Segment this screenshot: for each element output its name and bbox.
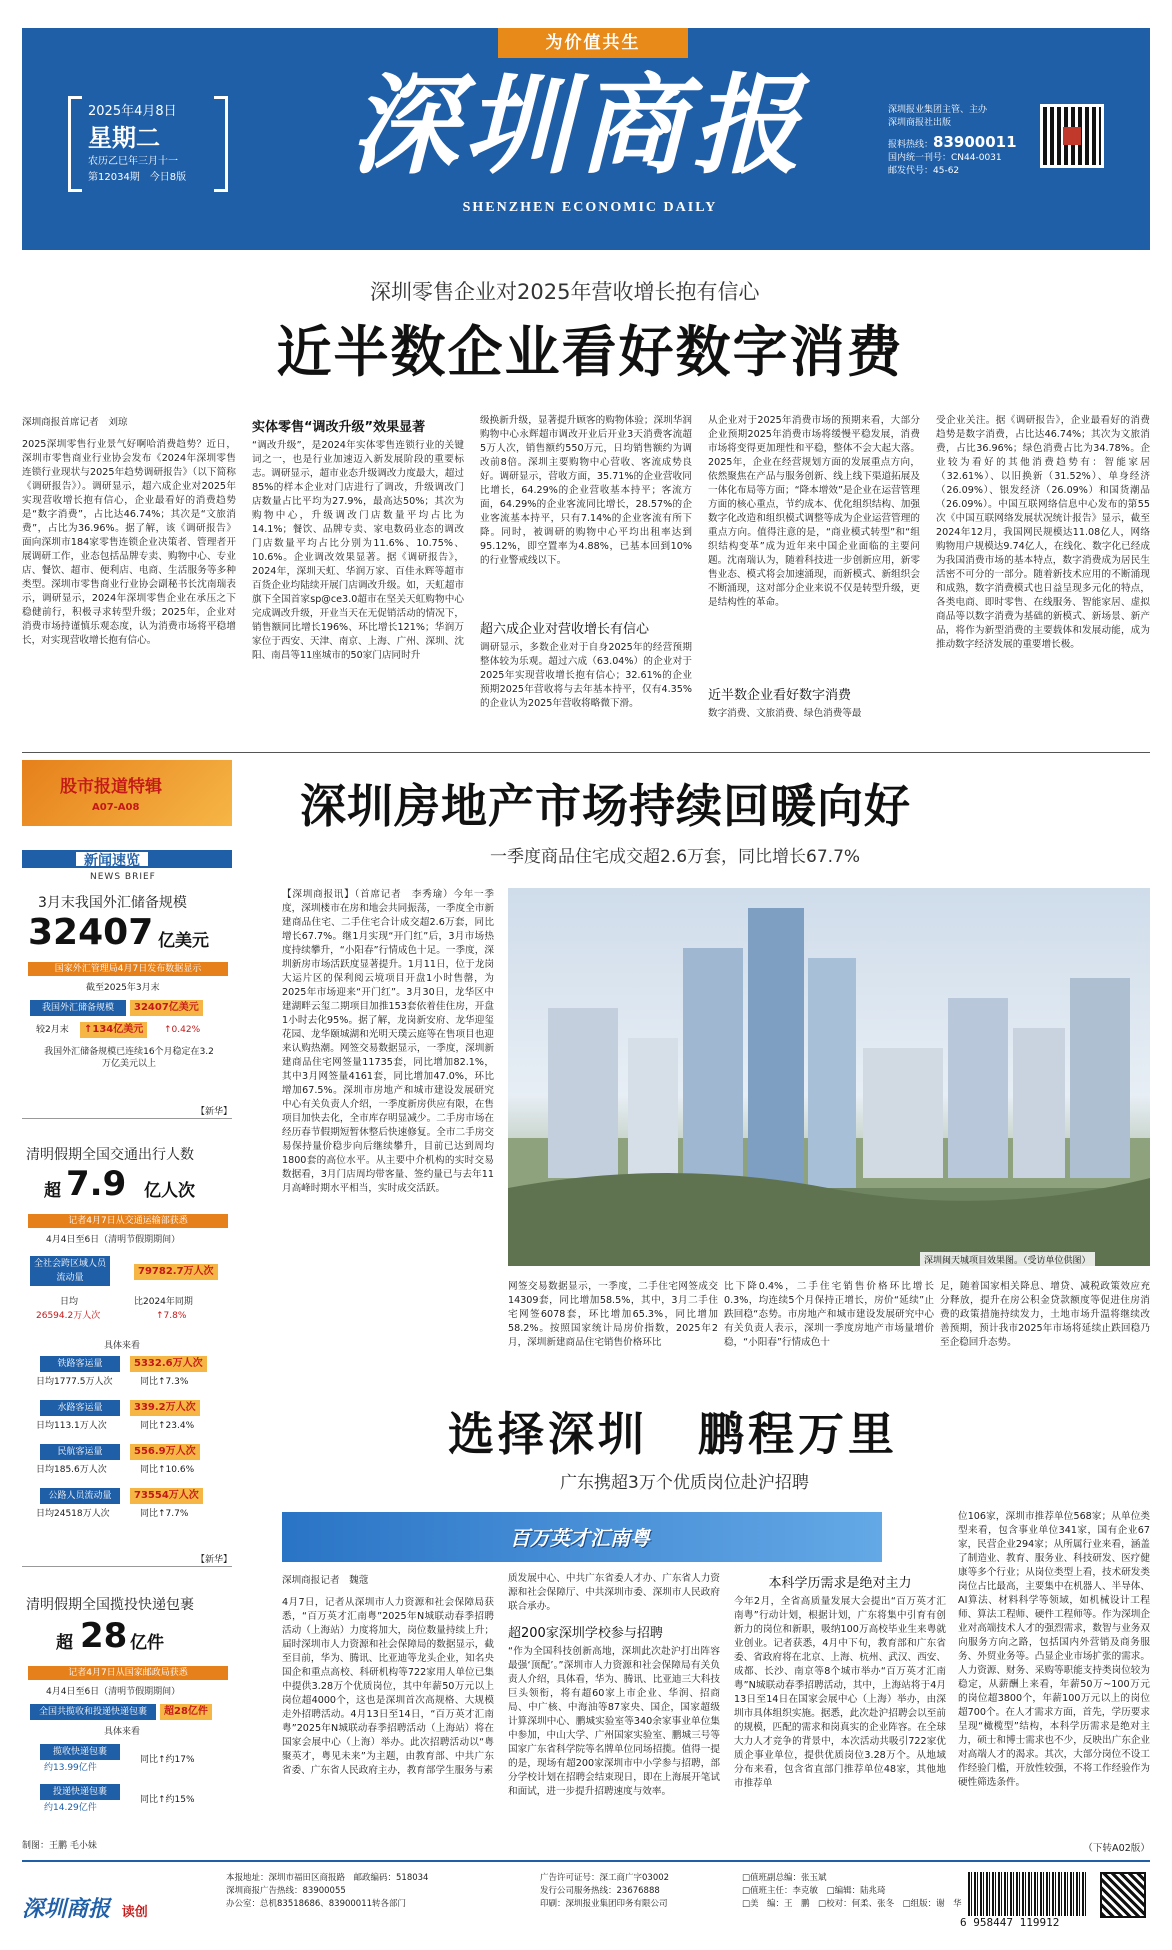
fx-unit: 亿美元 xyxy=(158,931,209,951)
traffic-row-label: 水路客运量 xyxy=(40,1400,120,1416)
lead-headline[interactable]: 近半数企业看好数字消费 xyxy=(276,320,904,384)
traffic-row-yoy: 同比↑7.3% xyxy=(140,1377,189,1387)
footer-logo-tag: 读创 xyxy=(121,1905,148,1920)
story2-text-4: 足，随着国家相关降息、增贷、减税政策效应充分释放，提升在房公积金贷款额度等促进住房消费的政策措施持续发力，土地市场升温将继续改善预期，预计我市2025年市场将延续止跌回稳乃至企稳回升态势。 xyxy=(940,1281,1150,1348)
promo-title: 股市报道特辑 xyxy=(60,777,162,797)
story2-headline[interactable]: 深圳房地产市场持续回暖向好 xyxy=(300,779,911,833)
footer-distribution: 发行公司服务热线：23676888 xyxy=(540,1886,660,1896)
cn-code: 国内统一刊号：CN44-0031 xyxy=(888,153,1002,163)
lead-subhead-1: 实体零售“调改升级”效果显著 xyxy=(252,420,426,435)
traffic-daily-label: 日均 xyxy=(60,1297,79,1307)
bracket-left xyxy=(68,96,82,192)
story2-col-4 xyxy=(940,1280,1150,1380)
traffic-row-daily: 日均185.6万人次 xyxy=(36,1465,107,1475)
footer-office: 办公室：总机83518686、83900011转各部门 xyxy=(226,1899,407,1909)
fx-title: 3月末我国外汇储备规模 xyxy=(38,895,187,911)
barcode-number: 6 958447 119912 xyxy=(960,1916,1060,1929)
story2-text-2: 网签交易数据显示，一季度，二手住宅网签成交14309套，同比增加58.5%，其中，3月二手住宅网签6078套，环比增加65.3%，同比增加58.2%。按照国家统计局房价指数，2025年2月，深圳新建商品住宅销售价格环比 xyxy=(508,1281,718,1348)
lead-kicker: 深圳零售企业对2025年营收增长抱有信心 xyxy=(370,280,760,304)
story3-headline[interactable]: 选择深圳 鹏程万里 xyxy=(448,1407,898,1461)
lead-text-3b: 调研显示，多数企业对于自身2025年的经营预期整体较为乐观。超过六成（63.04%）的企业对于2025年实现营收增长抱有信心；32.61%的企业预期2025年营收将与去年基本持平，仅有4.35%的企业认为2025年营收将略微下滑。 xyxy=(480,642,692,709)
fx-asof: 截至2025年3月末 xyxy=(86,983,160,993)
traffic-title: 清明假期全国交通出行人数 xyxy=(26,1147,194,1163)
publisher-line-2: 深圳商报社出版 xyxy=(888,118,952,128)
story3-col-2 xyxy=(508,1572,720,1858)
parcel-breakdown-title: 具体来看 xyxy=(104,1727,141,1737)
building-photo xyxy=(508,888,1150,1266)
fx-row2-pct: ↑0.42% xyxy=(164,1025,201,1035)
sidebar-divider-2 xyxy=(22,1566,232,1567)
lead-col-1 xyxy=(22,414,236,744)
weekday: 星期二 xyxy=(88,124,160,152)
lead-col-5 xyxy=(936,414,1150,744)
story2-text-3: 比下降0.4%，二手住宅销售价格环比增长0.3%，均连续5个月保持正增长，房价“延续”止跌回稳“态势。市房地产和城市建设发展研究中心有关负责人表示，深圳一季度房地产市场量增价稳，“小阳春”行情成色十 xyxy=(724,1281,934,1348)
lead-text-4: 从企业对于2025年消费市场的预期来看，大部分企业预期2025年消费市场将缓慢平稳发展，消费市场将变得更加理性和平稳，整体不会大起大落。2025年，企业在经营规划方面的发展重点方向，依然聚焦在产品与服务创新、线上线下渠道拓展及一体化布局等方面；“降本增效”是企业在运营管理方面的核心重点，节约成本、优化组织结构、加强数字化改造和组织模式调整等成为企业运营管理的重点方向。值得注意的是，“商业模式转型”和“组织结构变革”成为近年来中国企业面临的主要问题。沈南瑞认为，随着科技进一步创新应用，新零售业态、模式将会加速涌现，而新模式、新组织会不断涌现，这对部分企业来说不仅是转型升级，更是结构性的革命。 xyxy=(708,415,920,608)
footer-rule xyxy=(22,1860,1150,1862)
skyline-illustration xyxy=(508,888,1150,1266)
footer-logo xyxy=(22,1892,218,1928)
traffic-value: 7.9 xyxy=(66,1164,127,1204)
story3-col-3 xyxy=(734,1572,946,1858)
date-box xyxy=(68,96,228,192)
story2-text-1: 【深圳商报讯】（首席记者 李秀瑜）今年一季度，深圳楼市在房和地会共同振荡，一季度全市新建商品住宅、二手住宅合计成交超2.6万套，同比增长67.7%。继1月实现“开门红”后，3月市场热度持续攀升，“小阳春”行情成色十足。一季度，深圳新房市场活跃度显著提升。1月11日，位于龙岗大运片区的保利阅云境项目开盘1小时售罄，为2025年市场迎来“开门红”。3月30日，龙华区中建湖畔云玺二期项目加推153套依着佳住房，开盘1小时去化95%。据了解，龙岗新安府、龙华迎玺花园、龙华颐城湖和光明天璞云庭等在售项目也迎来认购热潮。网签交易数据显示，一季度，深圳新建商品住宅网签量11735套，同比增加82.1%，其中3月网签量4161套，同比增加47.0%，环比增加67.5%。深圳市房地产和城市建设发展研究中心有关负责人介绍，一季度新房供应有限，在售项目加快去化，全市库存明显减少。二手房市场在经历春节假期短暂休整后快速修复。全市二手房交易保持量价稳步向后继续攀升，目前已达到周均1800套的高位水平。从主要中介机构的实时交易数据看，3月门店周均带客量、签约量已与去年11月高峰时期水平相当，实时成交活跃。 xyxy=(282,889,494,1194)
footer-ad-hotline: 深圳商报广告热线：83900055 xyxy=(226,1886,346,1896)
story3-subhead: 广东携超3万个优质岗位赴沪招聘 xyxy=(560,1473,809,1493)
traffic-row-value: 73554万人次 xyxy=(130,1488,203,1504)
traffic-yoy-value: ↑7.8% xyxy=(156,1311,187,1321)
story2-col-1 xyxy=(282,888,494,1264)
parcel-row-label: 揽收快递包裹 xyxy=(40,1744,120,1760)
parcel-row-yoy: 同比↑约15% xyxy=(140,1795,195,1805)
traffic-row-daily: 日均1777.5万人次 xyxy=(36,1377,113,1387)
footer-contact xyxy=(226,1872,446,1911)
parcel-row-value: 约13.99亿件 xyxy=(44,1763,97,1773)
traffic-row-value: 339.2万人次 xyxy=(130,1400,200,1416)
sidebar-divider-1 xyxy=(22,1118,232,1119)
traffic-row-label: 铁路客运量 xyxy=(40,1356,120,1372)
parcel-row-yoy: 同比↑约17% xyxy=(140,1755,195,1765)
lead-col-2 xyxy=(252,414,464,744)
footer-printer: 印刷：深圳报业集团印务有限公司 xyxy=(540,1899,668,1909)
story3-col-4 xyxy=(958,1510,1150,1858)
fx-row2-label: 较2月末 xyxy=(36,1025,69,1035)
traffic-prefix: 超 xyxy=(44,1181,61,1201)
story3-banner xyxy=(282,1512,882,1562)
publisher-info xyxy=(888,104,1038,178)
traffic-total-value: 79782.7万人次 xyxy=(134,1264,218,1280)
lunar-date: 农历乙巳年三月十一 xyxy=(88,156,178,167)
hotline-row xyxy=(888,133,1038,152)
story3-continued[interactable]: （下转A02版） xyxy=(1083,1843,1150,1854)
story3-byline: 深圳商报记者 魏蔻 xyxy=(282,1575,369,1586)
story3-subhead-1: 超200家深圳学校参与招聘 xyxy=(508,1626,663,1641)
parcel-row-value: 约14.29亿件 xyxy=(44,1803,97,1813)
story2-subhead: 一季度商品住宅成交超2.6万套，同比增长67.7% xyxy=(490,847,861,867)
traffic-yoy-label: 比2024年同期 xyxy=(134,1297,193,1307)
fx-note: 我国外汇储备规模已连续16个月稳定在3.2万亿美元以上 xyxy=(44,1047,214,1069)
fx-source: 国家外汇管理局4月7日发布数据显示 xyxy=(28,962,228,976)
parcel-total-value: 超28亿件 xyxy=(160,1704,212,1720)
issue-number: 第12034期 今日8版 xyxy=(88,172,187,183)
issue-date: 2025年4月8日 xyxy=(88,104,177,119)
qr-code-icon[interactable] xyxy=(1040,104,1104,168)
newspaper-title-en: SHENZHEN ECONOMIC DAILY xyxy=(462,200,718,215)
footer-publishing xyxy=(540,1872,740,1911)
newspaper-title: 深圳商报 xyxy=(350,63,807,189)
footer-editors xyxy=(742,1872,962,1911)
fx-credit: 【新华】 xyxy=(196,1107,233,1117)
footer-address: 本报地址：深圳市福田区商报路 邮政编码：518034 xyxy=(226,1873,429,1883)
lead-col-4 xyxy=(708,414,920,744)
traffic-row-label: 民航客运量 xyxy=(40,1444,120,1460)
story3-text-3: 今年2月，全省高质量发展大会提出“百万英才汇南粤”行动计划，根据计划，广东将集中引育有创新力的岗位和新职，吸纳100万高校毕业生来粤就业创业。记者获悉，4月中下旬，教育部和广东省委、省政府将在北京、上海、杭州、武汉、西安、成都、长沙、南京等8个城市举办“百万英才汇南粤”N城联动春季招聘活动，其中，上海站将于4月13日至14日在国家会展中心（上海）举办，由深圳市具体组织实施。据悉，此次赴沪招聘会以至前的规模，匹配的需求和岗真实的企业阵容。在全球大力人才竞争的背景中，本次活动共吸引722家优质企事业单位，提供优质岗位3.28万个。从地域分布来看，包含省直部门推荐单位48家，其他地市推荐单 xyxy=(734,1596,946,1789)
promo-pages: A07-A08 xyxy=(92,802,140,813)
footer-editor-3: □美 编：王 鹏 □校对：何柔、张冬 □组版：谢 华 xyxy=(742,1899,962,1909)
footer-editor-1: □值班副总编：张玉斌 xyxy=(742,1873,827,1883)
traffic-row-daily: 日均24518万人次 xyxy=(36,1509,110,1519)
parcel-unit: 亿件 xyxy=(130,1633,164,1653)
parcel-title: 清明假期全国揽投快递包裹 xyxy=(26,1597,194,1613)
bracket-right xyxy=(214,96,228,192)
traffic-row-yoy: 同比↑23.4% xyxy=(140,1421,195,1431)
footer-logo-text: 深圳商报 xyxy=(22,1896,111,1922)
fx-row1-label: 我国外汇储备规模 xyxy=(30,1000,126,1016)
graphic-credit: 制图：王鹏 毛小妹 xyxy=(22,1841,97,1851)
news-brief-title: 新闻速览 xyxy=(74,850,150,868)
parcel-value: 28 xyxy=(80,1616,128,1656)
story3-text-1: 4月7日，记者从深圳市人力资源和社会保障局获悉，“百万英才汇南粤”2025年N城联动春季招聘活动（上海站）力度将加大，岗位数量持续上升；届时深圳市人力资源和社会保障局的数据显示，截至目前，华为、腾讯、比亚迪等龙头企业，知名央国企和重点高校、科研机构等722家用人单位已集中提供3.28万个优质岗位，其中年薪50万元以上岗位超4000个，这也是深圳首次高规格、大规模走外招聘活动。4月13日至14日，“百万英才汇南粤”2025年N城联动春季招聘活动（上海站）将在国家会展中心（上海）举办。此次招聘活动以“粤聚英才，粤见未来”为主题，由教育部、中共广东省委、广东省人民政府主办，教育部学生服务与素 xyxy=(282,1597,494,1776)
story3-text-4: 位106家，深圳市推荐单位568家；从单位类型来看，包含事业单位341家，国有企业67家，民营企业294家；从所属行业来看，涵盖了制造业、教育、服务业、科技研发、医疗健康等多个行业；从岗位类型上看，技术研发类岗位占比最高，主要集中在机器人、半导体、AI算法、材料科学等领域，如机械设计工程师、算法工程师、硬件工程师等。作为深圳企业对高端技术人才的强烈需求，数智与业务双向服务方向之路，包括国内外营销及商务服务、外贸业务等。凸显企业市场扩张的需求。人力资源、财务、采购等职能支持类岗位较为稳定，从薪酬上来看，年薪50万~100万元的岗位超3800个，年薪100万元以上的岗位超700个。在人才需求方面，首先，学历要求呈现“橄榄型”结构，本科学历需求是绝对主力，硕士和博士需求也不少，反映出广东企业对高端人才的渴求。其次，大部分岗位不设工作经验门槛，开放性较强，不将工作经验作为硬性筛选条件。 xyxy=(958,1511,1150,1788)
parcel-range: 4月4日至6日（清明节假期期间） xyxy=(46,1687,181,1697)
post-code: 邮发代号：45-62 xyxy=(888,166,960,176)
footer-qr-code-icon[interactable] xyxy=(1100,1872,1146,1918)
story3-subhead-2: 本科学历需求是绝对主力 xyxy=(768,1576,912,1591)
traffic-row-yoy: 同比↑10.6% xyxy=(140,1465,195,1475)
parcel-prefix: 超 xyxy=(56,1633,73,1653)
fx-value: 32407 xyxy=(28,912,154,953)
footer-ad-license: 广告许可证号：深工商广字03002 xyxy=(540,1873,670,1883)
lead-text-5: 受企业关注。据《调研报告》，企业最看好的消费趋势是数字消费，占比达46.74%；其次为文旅消费，占比36.96%；绿色消费占比为34.78%。企业较为看好的其他消费趋势有：智能家居（32.61%）、以旧换新（31.52%）、单身经济（26.09%）、银发经济（26.09%）和国货潮品（26.09%）。中国互联网络信息中心发布的第55次《中国互联网络发展状况统计报告》显示，截至2024年12月，我国网民规模达11.08亿人，网络购物用户规模达9.74亿人，在线化、数字化已经成为我国消费市场的基本特点，数字消费成为居民生活密不可分的一部分。随着新技术应用的不断涌现和成熟，数字消费模式也日益呈现多元化的特点，各类电商、即时零售、在线服务、智能家居、虚拟商品等以数字消费为基础的新模式、新场景、新产品，将作为新型消费的主要载体和发展动能，成为推动数字经济发展的重要增长极。 xyxy=(936,415,1150,650)
traffic-range: 4月4日至6日（清明节假期期间） xyxy=(46,1235,181,1245)
traffic-unit: 亿人次 xyxy=(144,1181,195,1201)
motto-badge: 为价值共生 xyxy=(498,28,688,58)
story3-banner-text: 百万英才汇南粤 xyxy=(510,1526,650,1550)
hotline-label: 报料热线： xyxy=(888,140,934,150)
lead-text-3: 级换新升级，显著提升顾客的购物体验；深圳华润购物中心永辉超市调改开业后开业3天消费客流超5万人次，销售额约550万元，日均销售额约为调改前8倍。深圳主要购物中心营收、客流成势良好。调研显示，营收方面，35.71%的企业营收同比增长，64.29%的企业营收基本持平；客流方面，64.29%的企业客流同比增长，28.57%的企业客流基本持平，只有7.14%的企业客流有所下降。同时，被调研的购物中心平均出租率达到95.12%，即空置率为4.88%，已基本回到10%的行业警戒线以下。 xyxy=(480,415,692,566)
fx-row1-value: 32407亿美元 xyxy=(130,1000,203,1016)
promo-banner[interactable] xyxy=(22,760,232,826)
news-brief-header xyxy=(22,850,232,868)
traffic-row-yoy: 同比↑7.7% xyxy=(140,1509,189,1519)
lead-subhead-2: 超六成企业对营收增长有信心 xyxy=(480,622,650,637)
traffic-row-value: 5332.6万人次 xyxy=(130,1356,207,1372)
parcel-row-label: 投递快递包裹 xyxy=(40,1784,120,1800)
traffic-row-daily: 日均113.1万人次 xyxy=(36,1421,107,1431)
parcel-total-label: 全国共揽收和投递快递包裹 xyxy=(30,1704,156,1720)
story3-col-1 xyxy=(282,1572,494,1858)
story2-col-2 xyxy=(508,1280,718,1380)
lead-text-4b: 数字消费、文旅消费、绿色消费等最 xyxy=(708,708,862,719)
news-brief-en: NEWS BRIEF xyxy=(90,872,156,882)
footer-editor-2: □值班主任：李克敏 □编辑：陆兆琦 xyxy=(742,1886,886,1896)
traffic-credit: 【新华】 xyxy=(196,1555,233,1565)
parcel-source: 记者4月7日从国家邮政局获悉 xyxy=(28,1666,228,1680)
publisher-line-1: 深圳报业集团主管、主办 xyxy=(888,105,988,115)
lead-text-2: “调改升级”，是2024年实体零售连锁行业的关键词之一，也是行业加速迈入新发展阶段的重要标志。调研显示，超市业态升级调改力度最大，超过85%的样本企业对门店进行了调改，升级调改门店数量占比平均为27.9%，最高达50%；其次为购物中心，升级调改门店数量平均占比为14.1%；餐饮、品牌专卖、家电数码业态的调改门店数量平均占比分别为11.6%、10.75%、10.6%。企业调改效果显著。据《调研报告》，2024年，深圳天虹、华润万家、百佳永辉等超市百货企业均陆续开展门店调改升级。如，天虹超市旗下全国首家sp@ce3.0超市在坚关天虹购物中心完成调改升级，开业当天在无促销活动的情况下，销售额同比增长196%、环比增长121%；华润万家位于西安、天津、南京、上海、广州、深圳、沈阳、南昌等11座城市的50家门店同时升 xyxy=(252,440,464,661)
traffic-source: 记者4月7日从交通运输部获悉 xyxy=(28,1214,228,1228)
traffic-row-value: 556.9万人次 xyxy=(130,1444,200,1460)
fx-row2-value: ↑134亿美元 xyxy=(80,1022,147,1038)
barcode-icon xyxy=(968,1872,1088,1916)
traffic-row-label: 公路人员流动量 xyxy=(40,1488,120,1504)
story2-col-3 xyxy=(724,1280,934,1380)
photo-caption: 深圳闽天城项目效果图。（受访单位供图） xyxy=(920,1252,1095,1267)
lead-byline: 深圳商报首席记者 刘琼 xyxy=(22,417,128,428)
lead-text-1: 2025深圳零售行业景气好啊哈消费趋势？近日，深圳市零售商业行业协会发布《2024年深圳零售连锁行业现状与2025年趋势调研报告》（以下简称《调研报告》）。调研显示，超六成企业对2025年实现营收增长抱有信心，企业最看好的消费趋势是“数字消费”，占比达46.74%；其次是“文旅消费”，占比为36.96%。据了解，该《调研报告》面向深圳市184家零售连锁企业决策者、管理者开展调研工作，业态包括品牌专卖、购物中心、专业店、餐饮、超市、便利店、电商、生活服务等多种类型。深圳市零售商业行业协会副秘书长沈南瑞表示，调研显示，2024年深圳零售企业在承压之下稳健前行，积极寻求转型升级；2025年，企业对消费市场持谨慎乐观态度，认为消费市场将平稳增长，对实现营收增长抱有信心。 xyxy=(22,439,236,646)
traffic-total-label: 全社会跨区域人员流动量 xyxy=(30,1256,110,1286)
hotline-number: 83900011 xyxy=(933,133,1017,151)
lead-col-3 xyxy=(480,414,692,744)
section-divider xyxy=(22,752,1150,753)
story3-text-2: 质发展中心、中共广东省委人才办、广东省人力资源和社会保障厅、中共深圳市委、深圳市人民政府联合承办。 xyxy=(508,1573,720,1612)
lead-subhead-3: 近半数企业看好数字消费 xyxy=(708,688,852,703)
traffic-daily-value: 26594.2万人次 xyxy=(36,1311,101,1321)
traffic-breakdown-title: 具体来看 xyxy=(104,1341,141,1351)
story3-text-2b: “作为全国科技创新高地，深圳此次赴沪打出阵容最强‘顶配’。”深圳市人力资源和社会保障局有关负责人介绍，具体看，华为、腾讯、比亚迪三大科技巨头领衔，将有超60家上市企业、华润、招商局、中广核、中海油等87家央、国企，国家超级计算深圳中心、鹏城实验室等340余家事业单位集中参加，中山大学、广州国家实验室、鹏城三号等国家广东省科学院等名牌单位同场招揽。值得一提的是，现场有超200家深圳市中小学参与招聘，部分学校计划在招聘会结束现日，即在上海展开笔试和面试，进一步提升招聘速度与效率。 xyxy=(508,1646,720,1797)
